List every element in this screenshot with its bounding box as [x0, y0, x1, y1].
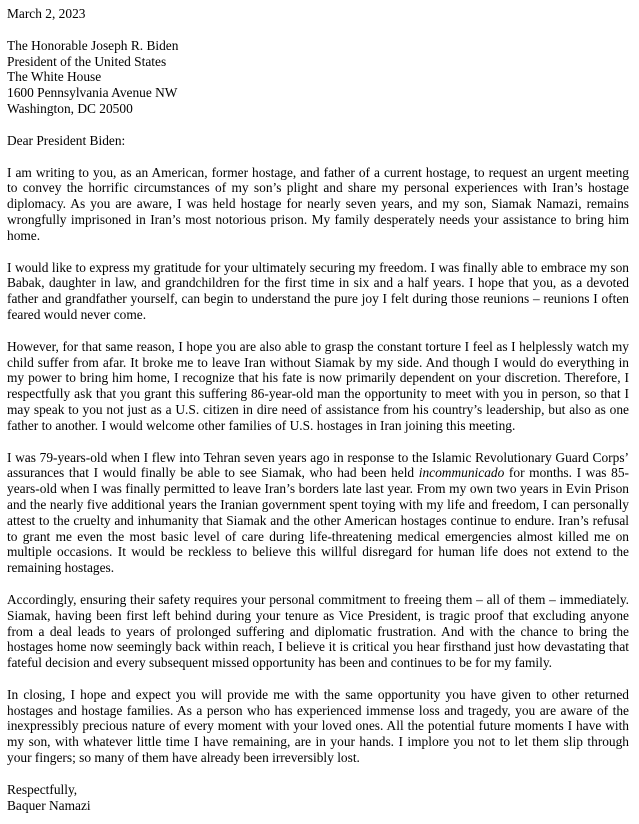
paragraph-4	[7, 450, 629, 576]
recipient-name: The Honorable Joseph R. Biden	[7, 37, 179, 53]
signature-name: Baquer Namazi	[7, 797, 91, 813]
paragraph-5: Accordingly, ensuring their safety requires your personal commitment to freeing them – all of them – immediately. Siamak, having been first left behind during your tenure as Vice President, is tragic proof that excluding anyone from a deal leads to years of prolonged suffering and diplomatic frustration. And with the chance to bring the hostages home now seemingly back within reach, I believe it is critical you hear firsthand just how devastating that fateful decision and every subsequent missed opportunity has been and continues to be for my family.	[7, 591, 629, 671]
salutation: Dear President Biden:	[7, 132, 126, 148]
paragraph-4-emphasis: incommunicado	[418, 465, 505, 481]
closing: Respectfully,	[7, 781, 78, 797]
recipient-street: 1600 Pennsylvania Avenue NW	[7, 85, 178, 101]
paragraph-6: In closing, I hope and expect you will provide me with the same opportunity you have given to other returned hostages and hostage families. As a person who has experienced immense loss and tragedy, you are aware of the inexpressibly precious nature of every moment with your loved ones. All the potential future moments I have with my son, with whatever little time I have remaining, are in your hands. I implore you not to let them slip through your fingers; so many of them have already been irreversibly lost.	[7, 686, 629, 766]
paragraph-4-text-before: I was 79-years-old when I flew into Tehran seven years ago in response to the Islamic Revolutionary Guard Corps’ assurances that I would finally be able to see Siamak, who had been held	[7, 449, 629, 481]
letter-date: March 2, 2023	[7, 6, 86, 21]
recipient-office: The White House	[7, 69, 102, 85]
recipient-address	[7, 38, 629, 117]
paragraph-2: I would like to express my gratitude for your ultimately securing my freedom. I was finally able to embrace my son Babak, daughter in law, and grandchildren for the first time in six and a half years. I hope that you, as a devoted father and grandfather yourself, can begin to understand the pure joy I felt during those reunions – reunions I often feared would never come.	[7, 259, 629, 322]
paragraph-3: However, for that same reason, I hope you are also able to grasp the constant torture I feel as I helplessly watch my child suffer from afar. It broke me to leave Iran without Siamak by my side. And though I would do everything in my power to bring him home, I recognize that his fate is now primarily dependent on your discretion. Therefore, I respectfully ask that you grant this suffering 86-year-old man the opportunity to meet with you in person, so that I may speak to you not just as a U.S. citizen in dire need of assistance from his country’s leadership, but also as one father to another. I would welcome other families of U.S. hostages in Iran joining this meeting.	[7, 338, 629, 433]
letter-page	[7, 6, 629, 813]
paragraph-4-text-after: for months. I was 85-years-old when I was finally permitted to leave Iran’s borders late last year. From my own two years in Evin Prison and the nearly five additional years the Iranian government spent toying with my life and freedom, I can personally attest to the cruelty and inhumanity that Siamak and the other American hostages continue to endure. Iran’s refusal to grant me even the most basic level of care during life-threatening medical emergencies almost killed me on multiple occasions. It would be reckless to believe this willful disregard for human life does not extend to the remaining hostages.	[7, 465, 629, 576]
recipient-city: Washington, DC 20500	[7, 100, 133, 116]
recipient-title: President of the United States	[7, 53, 167, 69]
paragraph-1: I am writing to you, as an American, former hostage, and father of a current hostage, to request an urgent meeting to convey the horrific circumstances of my son’s plight and share my personal experiences with Iran’s hostage diplomacy. As you are aware, I was held hostage for nearly seven years, and my son, Siamak Namazi, remains wrongfully imprisoned in Iran’s most notorious prison. My family desperately needs your assistance to bring him home.	[7, 164, 629, 243]
